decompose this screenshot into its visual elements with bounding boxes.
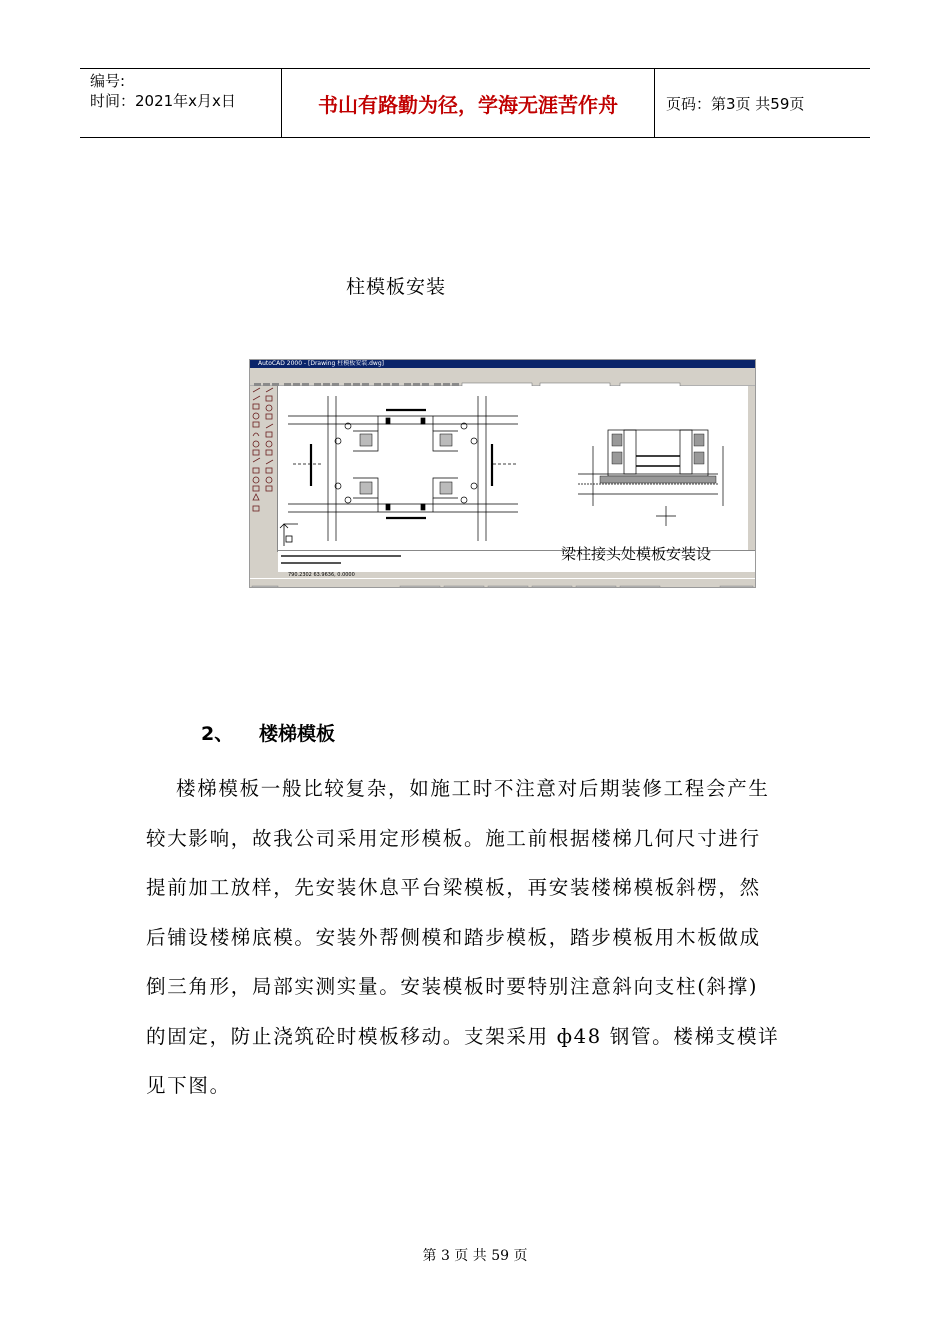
cad-standard-toolbar — [250, 376, 755, 386]
taskbar-buttons — [250, 585, 755, 588]
cad-right-scrollbar[interactable] — [748, 386, 755, 552]
page-header — [80, 68, 870, 138]
body-line: 较大影响，故我公司采用定形模板。施工前根据楼梯几何尺寸进行 — [146, 826, 761, 850]
section-title: 楼梯模板 — [259, 723, 336, 745]
joint-hatches — [600, 434, 716, 483]
body-line: 的固定，防止浇筑砼时模板移动。支架采用 ф48 钢管。楼梯支模详 — [146, 1024, 780, 1048]
cad-drawing-area — [278, 386, 748, 550]
cad-draw-tool-icons — [250, 386, 277, 552]
cad-title-bar — [250, 360, 755, 368]
section-body — [146, 764, 810, 1111]
coordinate-readout: 790.2302 63.9636, 0.0000 — [288, 572, 355, 578]
ucs-icon — [280, 524, 298, 546]
joint-caption: 梁柱接头处模板安装设 — [560, 545, 711, 563]
page-footer: 第 3 页 共 59 页 — [422, 1248, 528, 1264]
cad-drawings — [278, 386, 748, 550]
body-line: 提前加工放样，先安装休息平台梁模板，再安装楼梯模板斜楞，然 — [146, 876, 761, 899]
body-line: 后铺设楼梯底模。安装外帮侧模和踏步模板，踏步模板用木板做成 — [146, 925, 761, 949]
column-thick-lines — [311, 410, 492, 518]
windows-taskbar — [250, 578, 755, 588]
column-formwork-plan — [288, 396, 518, 541]
cad-title-text: AutoCAD 2000 - [Drawing 柱模板安装.dwg] — [258, 360, 384, 367]
cad-screenshot — [249, 359, 756, 588]
column-hatches — [360, 434, 452, 494]
header-motto: 书山有路勤为径，学海无涯苦作舟 — [281, 69, 655, 137]
cad-menu-bar — [250, 368, 755, 376]
header-page-info: 页码：第3页 共59页 — [666, 94, 805, 113]
section-number: 2、 — [201, 723, 234, 745]
serial-label: 编号: — [90, 72, 126, 90]
cad-draw-toolbar — [250, 386, 278, 552]
time-label: 时间：2021年x月x日 — [90, 92, 236, 110]
figure-caption: 柱模板安装 — [346, 276, 447, 298]
body-line: 倒三角形，局部实测实量。安装模板时要特别注意斜向支柱(斜撑) — [146, 975, 759, 998]
body-line: 楼梯模板一般比较复杂，如施工时不注意对后期装修工程会产生 — [176, 777, 770, 800]
section-heading — [201, 719, 335, 746]
header-meta — [80, 69, 280, 137]
body-line: 见下图。 — [146, 1074, 231, 1097]
